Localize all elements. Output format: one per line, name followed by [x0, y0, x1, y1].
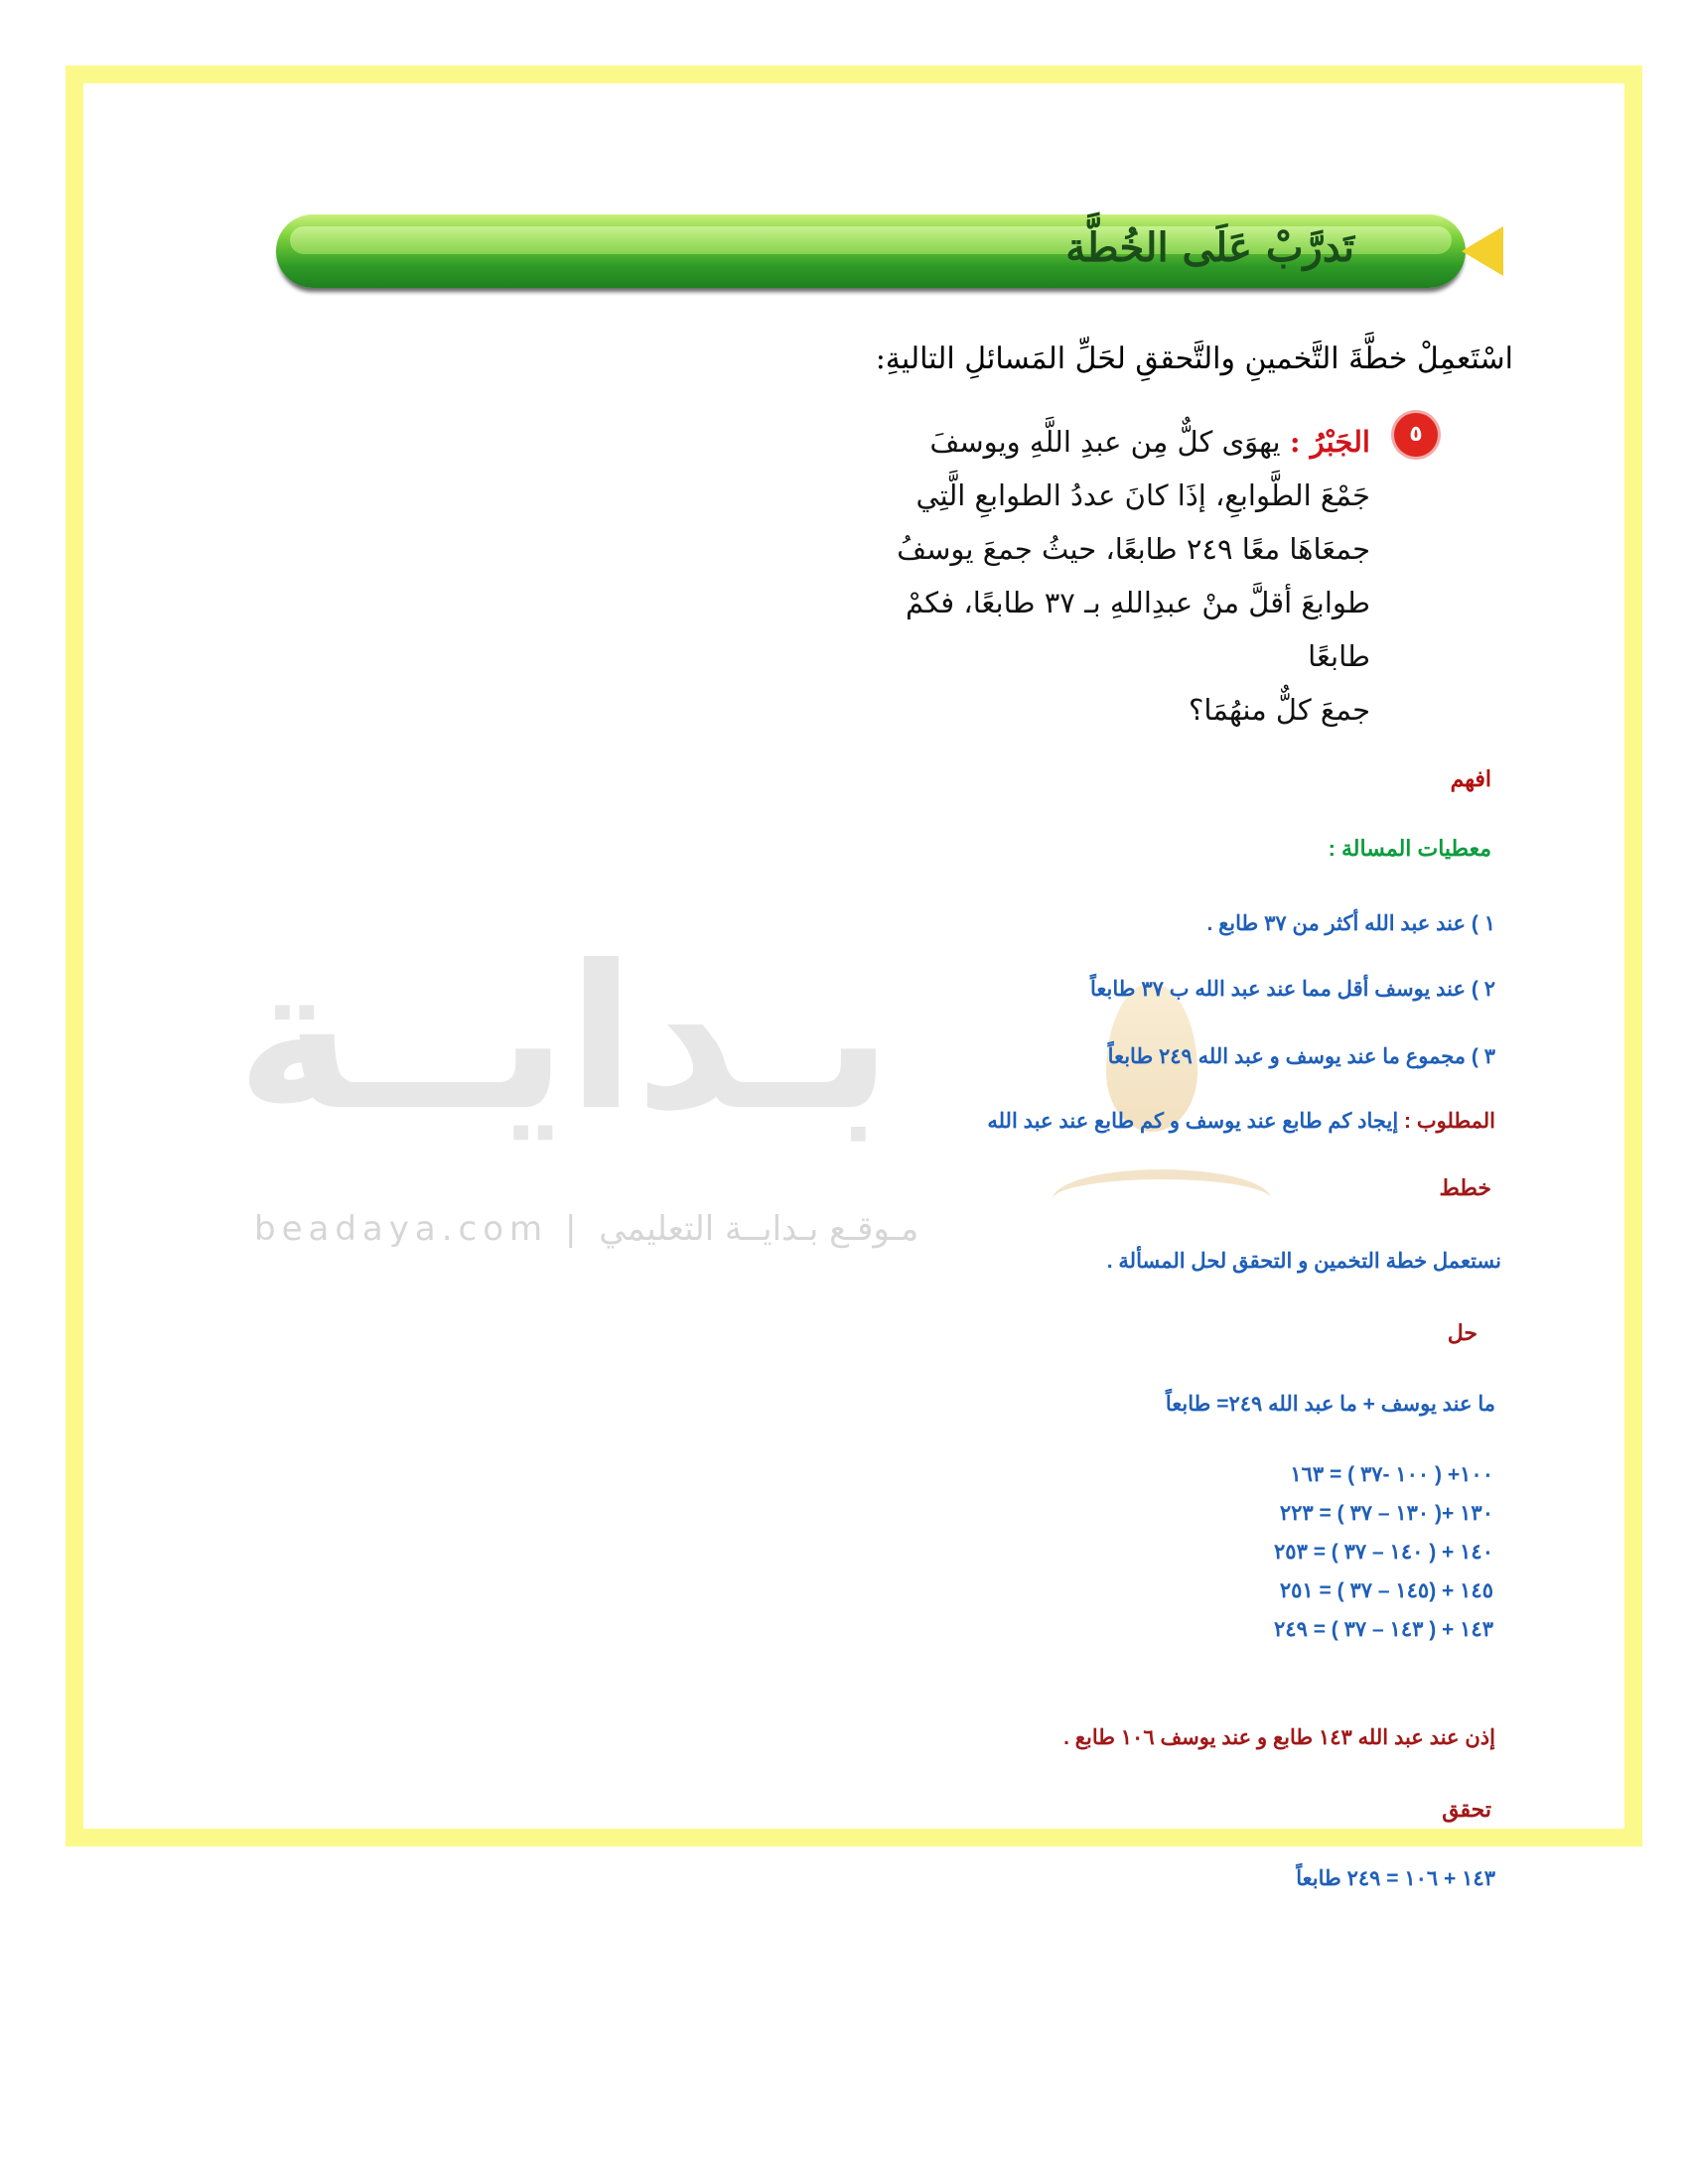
- given-1: ١ ) عند عبد الله أكثر من ٣٧ طابع .: [1206, 912, 1495, 935]
- given-3: ٣ ) مجموع ما عند يوسف و عبد الله ٢٤٩ طابعاً: [1107, 1045, 1495, 1068]
- check-heading: تحقق: [1442, 1797, 1491, 1822]
- problem-line-2: جَمْعَ الطَّوابعِ، إذَا كانَ عددُ الطوابعِ الَّتِي: [915, 478, 1370, 512]
- problem-text: [834, 415, 1370, 737]
- trial-row: ١٤٣ + ( ١٤٣ – ٣٧ ) = ٢٤٩: [1274, 1618, 1493, 1641]
- required-label: المطلوب :: [1404, 1110, 1495, 1133]
- problem-line-1: [834, 415, 1370, 469]
- understand-heading: افهم: [1450, 766, 1491, 791]
- banner-title: تَدرَّبْ عَلَى الخُطَّة: [1065, 224, 1354, 271]
- givens-heading: معطيات المسالة :: [1328, 836, 1491, 861]
- watermark-logo: بـدايــة: [236, 923, 893, 1155]
- trial-list: [1274, 1455, 1493, 1649]
- problem-line-4: طوابعَ أقلَّ منْ عبدِاللهِ بـ ٣٧ طابعًا، فكمْ طابعًا: [905, 586, 1370, 673]
- solve-heading: حل: [1447, 1320, 1477, 1345]
- solve-conclusion: إذن عند عبد الله ١٤٣ طابع و عند يوسف ١٠٦ طابع .: [1063, 1726, 1495, 1749]
- trial-row: ١٣٠ +( ١٣٠ – ٣٧ ) = ٢٢٣: [1279, 1502, 1493, 1525]
- required-text: إيجاد كم طابع عند يوسف و كم طابع عند عبد الله: [987, 1110, 1399, 1133]
- watermark-site: beadaya.com | مـوقـع بـدايــة التعليمي: [254, 1209, 919, 1249]
- check-text: ١٤٣ + ١٠٦ = ٢٤٩ طابعاً: [1296, 1867, 1495, 1890]
- trial-row: ١٠٠+ ( ١٠٠ -٣٧ ) = ١٦٣: [1290, 1463, 1493, 1486]
- watermark-wave-icon: [1053, 1169, 1271, 1229]
- plan-text: نستعمل خطة التخمين و التحقق لحل المسألة .: [1106, 1250, 1501, 1273]
- section-banner: [276, 214, 1466, 288]
- solve-equation: ما عند يوسف + ما عبد الله ٢٤٩= طابعاً: [1165, 1393, 1495, 1416]
- trial-row: ١٤٥ + (١٤٥ – ٣٧ ) = ٢٥١: [1279, 1579, 1493, 1602]
- problem-line-3: جمعَاهَا معًا ٢٤٩ طابعًا، حيثُ جمعَ يوسفُ: [897, 532, 1370, 566]
- given-2: ٢ ) عند يوسف أقل مما عند عبد الله ب ٣٧ طابعاً: [1090, 978, 1495, 1001]
- problem-label: الجَبْرُ :: [1289, 425, 1370, 459]
- problem-line-5: جمعَ كلٌّ منهُمَا؟: [1189, 693, 1370, 727]
- problem-line-1-text: يهوَى كلٌّ مِن عبدِ اللَّهِ ويوسفَ: [929, 425, 1281, 459]
- required-line: [987, 1109, 1495, 1134]
- plan-heading: خطط: [1439, 1175, 1491, 1200]
- problem-number-badge: ٥: [1394, 413, 1438, 457]
- intro-instruction: اسْتَعمِلْ خطَّةَ التَّخمينِ والتَّحققِ لحَلِّ المَسائلِ التاليةِ:: [875, 341, 1513, 376]
- trial-row: ١٤٠ + ( ١٤٠ – ٣٧ ) = ٢٥٣: [1274, 1541, 1493, 1564]
- banner-arrow-icon: [1462, 226, 1503, 276]
